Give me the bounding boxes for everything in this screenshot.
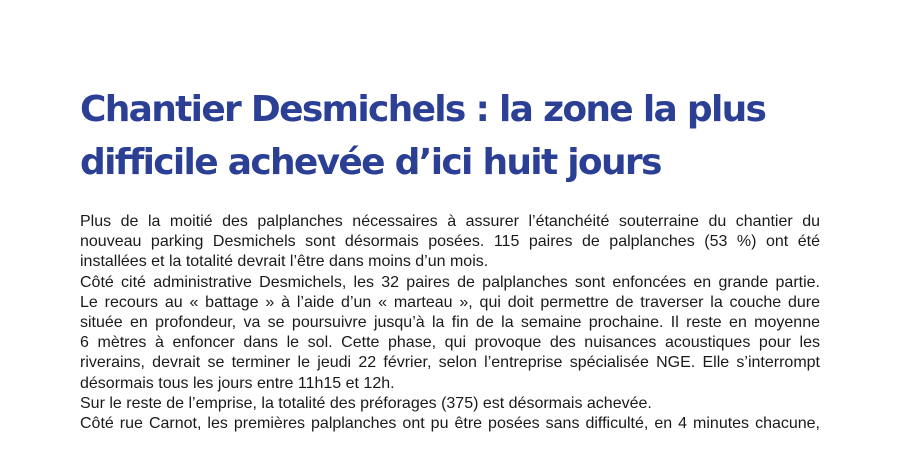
body-line: installées et la totalité devrait l’être dans moins d’un mois. <box>80 253 489 271</box>
body-line: nouveau parking Desmichels sont désormais posées. 115 paires de palplanches (53 %) ont été <box>80 233 820 251</box>
body-line: Côté rue Carnot, les premières palplanches ont pu être posées sans difficulté, en 4 minutes chacune, <box>80 415 820 433</box>
article-body <box>80 212 820 434</box>
body-line: Côté cité administrative Desmichels, les 32 paires de palplanches sont enfoncées en grande partie. <box>80 273 820 291</box>
title-line: Chantier Desmichels : la zone la plus <box>80 89 766 130</box>
body-line: riverains, devrait se terminer le jeudi 22 février, selon l’entreprise spécialisée NGE. Elle s’interrompt <box>80 354 820 372</box>
body-line: située en profondeur, va se poursuivre jusqu’à la fin de la semaine prochaine. Il reste en moyenne <box>80 314 820 332</box>
body-line: désormais tous les jours entre 11h15 et 12h. <box>80 374 395 392</box>
body-line: Le recours au « battage » à l’aide d’un « marteau », qui doit permettre de traverser la couche dure <box>80 293 820 311</box>
body-line: 6 mètres à enfoncer dans le sol. Cette phase, qui provoque des nuisances acoustiques pour les <box>80 334 820 352</box>
body-line: Sur le reste de l’emprise, la totalité des préforages (375) est désormais achevée. <box>80 394 652 412</box>
body-line: Plus de la moitié des palplanches nécessaires à assurer l’étanchéité souterraine du chantier du <box>80 213 820 230</box>
title-line: difficile achevée d’ici huit jours <box>80 142 661 183</box>
article-title <box>80 83 860 189</box>
